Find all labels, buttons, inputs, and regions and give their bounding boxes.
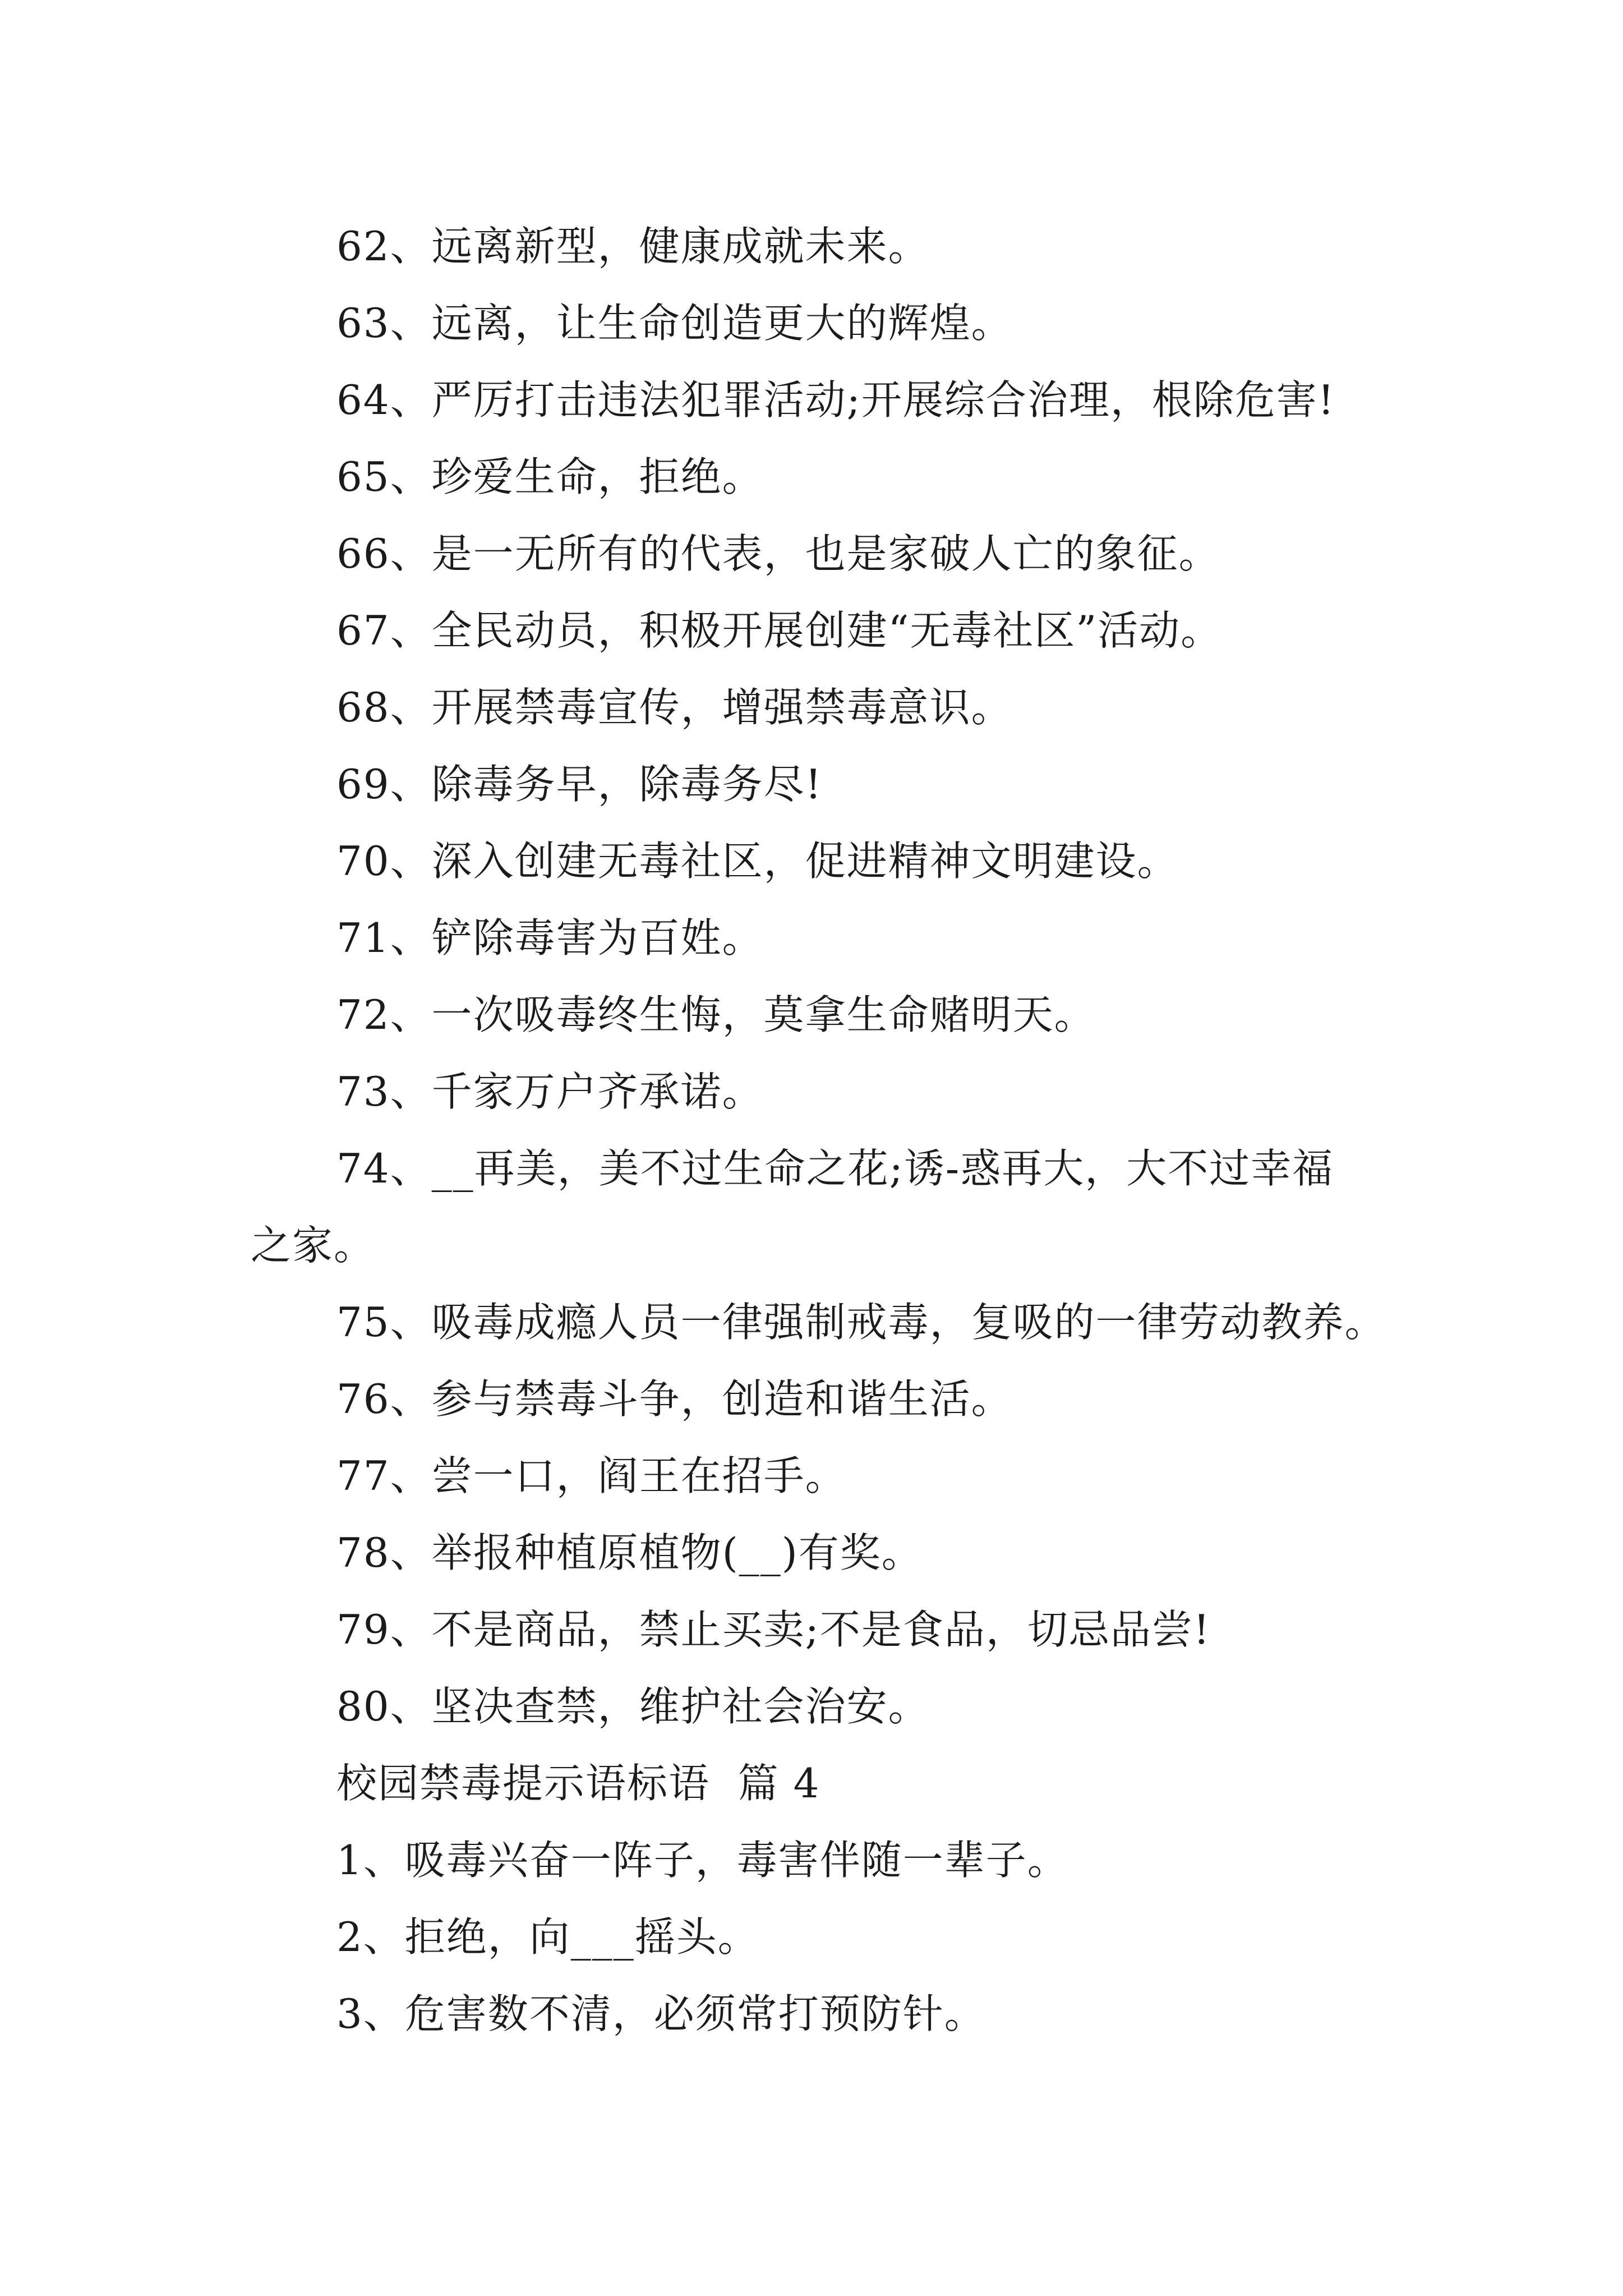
slogan-line: 68、开展禁毒宣传，增强禁毒意识。 bbox=[336, 684, 1013, 731]
slogan-line: 63、远离，让生命创造更大的辉煌。 bbox=[336, 300, 1013, 347]
slogan-line: 2、拒绝，向___摇头。 bbox=[336, 1913, 759, 1961]
slogan-line: 71、铲除毒害为百姓。 bbox=[336, 914, 764, 961]
slogan-line: 76、参与禁毒斗争，创造和谐生活。 bbox=[336, 1375, 1013, 1423]
slogan-line: 80、坚决查禁，维护社会治安。 bbox=[336, 1683, 930, 1730]
slogan-74-line-1: 74、__再美，美不过生命之花;诱-惑再大，大不过幸福 bbox=[336, 1145, 1334, 1192]
section-heading: 校园禁毒提示语标语 篇 4 bbox=[336, 1760, 820, 1807]
slogan-line: 65、珍爱生命，拒绝。 bbox=[336, 453, 764, 500]
slogan-74-line-2: 之家。 bbox=[251, 1222, 376, 1269]
slogan-line: 66、是一无所有的代表，也是家破人亡的象征。 bbox=[336, 530, 1220, 577]
slogan-line: 73、千家万户齐承诺。 bbox=[336, 1068, 764, 1115]
document-body bbox=[251, 208, 1428, 2053]
slogan-line: 77、尝一口，阎王在招手。 bbox=[336, 1452, 847, 1499]
slogan-line: 64、严厉打击违法犯罪活动;开展综合治理，根除危害! bbox=[336, 376, 1335, 424]
slogan-line: 72、一次吸毒终生悔，莫拿生命赌明天。 bbox=[336, 991, 1096, 1038]
slogan-line: 67、全民动员，积极开展创建“无毒社区”活动。 bbox=[336, 607, 1223, 654]
slogan-line: 69、除毒务早，除毒务尽! bbox=[336, 761, 823, 808]
slogan-line: 75、吸毒成瘾人员一律强制戒毒，复吸的一律劳动教养。 bbox=[336, 1299, 1386, 1346]
slogan-line: 70、深入创建无毒社区，促进精神文明建设。 bbox=[336, 838, 1179, 885]
slogan-line: 1、吸毒兴奋一阵子，毒害伴随一辈子。 bbox=[336, 1837, 1069, 1884]
slogan-line: 62、远离新型，健康成就未来。 bbox=[336, 223, 930, 270]
slogan-line: 79、不是商品，禁止买卖;不是食品，切忌品尝! bbox=[336, 1606, 1211, 1653]
slogan-line: 3、危害数不清，必须常打预防针。 bbox=[336, 1990, 986, 2037]
slogan-line: 78、举报种植原植物(__)有奖。 bbox=[336, 1529, 923, 1576]
